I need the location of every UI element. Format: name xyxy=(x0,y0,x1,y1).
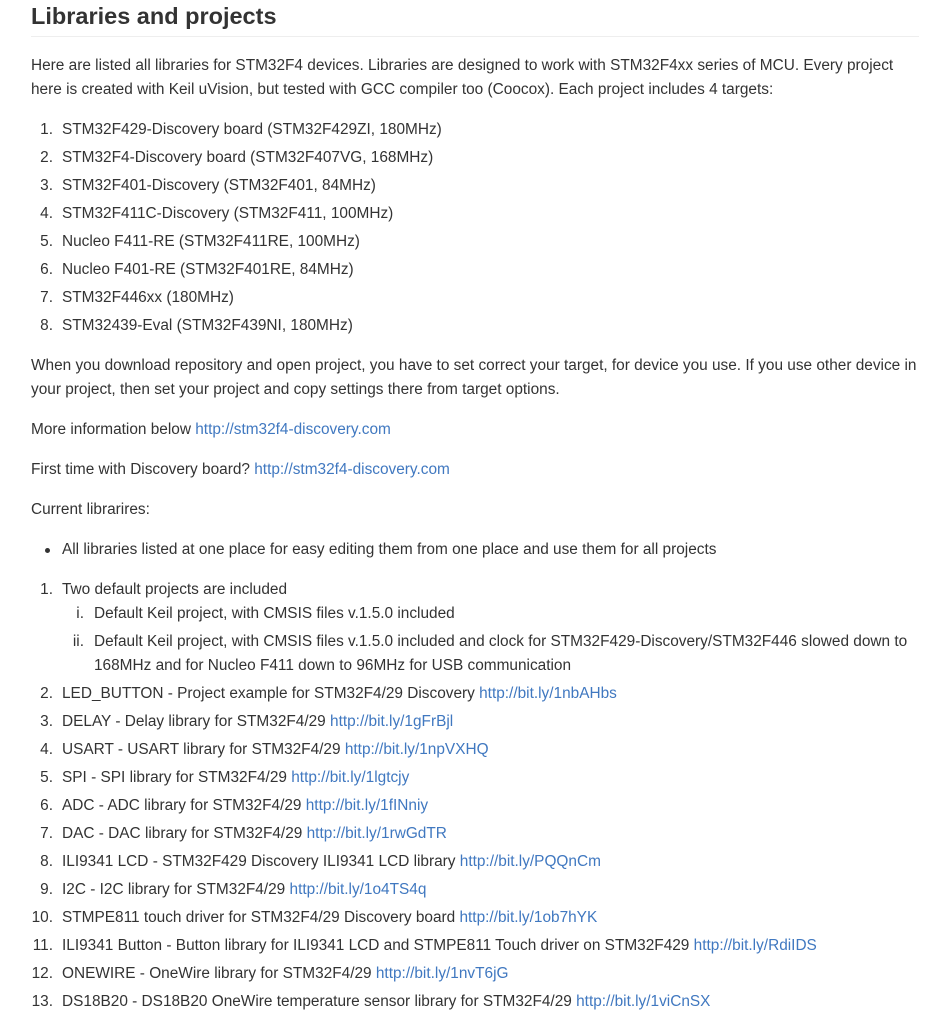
list-item: 8. STM32439-Eval (STM32F439NI, 180MHz) xyxy=(40,317,353,334)
library-link[interactable]: http://bit.ly/1lgtcjy xyxy=(291,769,410,786)
bullet-list xyxy=(31,538,919,562)
list-item: 13. DS18B20 - DS18B20 OneWire temperature sensor library for STM32F4/29 http://bit.ly/1viCnSX xyxy=(31,993,711,1010)
libraries-list xyxy=(31,578,919,1014)
list-item: 6. Nucleo F401-RE (STM32F401RE, 84MHz) xyxy=(40,261,354,278)
targets-list xyxy=(31,118,919,338)
list-item: 6. ADC - ADC library for STM32F4/29 http://bit.ly/1fINniy xyxy=(40,797,429,814)
first-time-link[interactable]: http://stm32f4-discovery.com xyxy=(254,461,450,478)
current-libraries-label: Current librarires: xyxy=(31,501,150,518)
list-item: 10. STMPE811 touch driver for STM32F4/29 Discovery board http://bit.ly/1ob7hYK xyxy=(31,909,598,926)
library-link[interactable]: http://bit.ly/RdiIDS xyxy=(693,937,817,954)
bullet-icon xyxy=(45,548,50,553)
list-item: 5. SPI - SPI library for STM32F4/29 http://bit.ly/1lgtcjy xyxy=(40,769,410,786)
first-time-paragraph: First time with Discovery board? http://stm32f4-discovery.com xyxy=(31,461,450,478)
list-item: 9. I2C - I2C library for STM32F4/29 http://bit.ly/1o4TS4q xyxy=(40,881,427,898)
library-link[interactable]: http://bit.ly/1viCnSX xyxy=(576,993,711,1010)
list-item: 3. DELAY - Delay library for STM32F4/29 http://bit.ly/1gFrBjl xyxy=(40,713,454,730)
page-title: Libraries and projects xyxy=(31,0,919,37)
download-note: When you download repository and open project, you have to set correct your target, for device you use. If you use other device in your project, then set your project and copy settings there from target options. xyxy=(31,357,917,398)
library-link[interactable]: http://bit.ly/1gFrBjl xyxy=(330,713,454,730)
library-link[interactable]: http://bit.ly/1ob7hYK xyxy=(459,909,598,926)
list-item: 4. USART - USART library for STM32F4/29 http://bit.ly/1npVXHQ xyxy=(40,741,489,758)
sub-list-item: ii. Default Keil project, with CMSIS files v.1.5.0 included and clock for STM32F429-Discovery/STM32F446 slowed down to 168MHz and for Nucleo F411 down to 96MHz for USB communication xyxy=(72,633,908,674)
library-link[interactable]: http://bit.ly/1nvT6jG xyxy=(375,965,509,982)
list-item: 2. LED_BUTTON - Project example for STM32F4/29 Discovery http://bit.ly/1nbAHbs xyxy=(40,685,617,702)
list-item: 11. ILI9341 Button - Button library for ILI9341 LCD and STMPE811 Touch driver on STM32F429 http://bit.ly/RdiIDS xyxy=(32,937,817,954)
list-item: 8. ILI9341 LCD - STM32F429 Discovery ILI9341 LCD library http://bit.ly/PQQnCm xyxy=(40,853,601,870)
library-link[interactable]: http://bit.ly/1o4TS4q xyxy=(289,881,427,898)
list-item: 3. STM32F401-Discovery (STM32F401, 84MHz) xyxy=(40,177,376,194)
library-link[interactable]: http://bit.ly/1fINniy xyxy=(305,797,429,814)
list-item: 7. STM32F446xx (180MHz) xyxy=(40,289,234,306)
list-item: All libraries listed at one place for easy editing them from one place and use them for all projects xyxy=(31,538,919,562)
list-item: 5. Nucleo F411-RE (STM32F411RE, 100MHz) xyxy=(40,233,360,250)
library-link[interactable]: http://bit.ly/1npVXHQ xyxy=(344,741,489,758)
list-item: 4. STM32F411C-Discovery (STM32F411, 100MHz) xyxy=(40,205,394,222)
library-link[interactable]: http://bit.ly/1nbAHbs xyxy=(479,685,617,702)
list-item: 1. STM32F429-Discovery board (STM32F429ZI, 180MHz) xyxy=(40,121,442,138)
sub-list xyxy=(62,602,919,678)
more-info-paragraph: More information below http://stm32f4-discovery.com xyxy=(31,421,391,438)
sub-list-item: i. Default Keil project, with CMSIS files v.1.5.0 included xyxy=(76,605,455,622)
list-item: 1. Two default projects are included i. Default Keil project, with CMSIS files v.1.5.0 included ii. Default Keil project, with CMSIS files v.1.5.0 included and clock for STM32F429-Discovery/STM32F446 slowed down to 168MHz and for Nucleo F411 down to 96MHz for USB communication xyxy=(31,578,919,678)
intro-paragraph: Here are listed all libraries for STM32F4 devices. Libraries are designed to work with STM32F4xx series of MCU. Every project here is created with Keil uVision, but tested with GCC compiler too (Coocox). Each project includes 4 targets: xyxy=(31,57,894,98)
list-item: 12. ONEWIRE - OneWire library for STM32F4/29 http://bit.ly/1nvT6jG xyxy=(31,965,509,982)
list-item: 2. STM32F4-Discovery board (STM32F407VG, 168MHz) xyxy=(40,149,434,166)
library-link[interactable]: http://bit.ly/PQQnCm xyxy=(459,853,601,870)
list-item: 7. DAC - DAC library for STM32F4/29 http://bit.ly/1rwGdTR xyxy=(40,825,447,842)
more-info-link[interactable]: http://stm32f4-discovery.com xyxy=(195,421,391,438)
library-link[interactable]: http://bit.ly/1rwGdTR xyxy=(306,825,447,842)
